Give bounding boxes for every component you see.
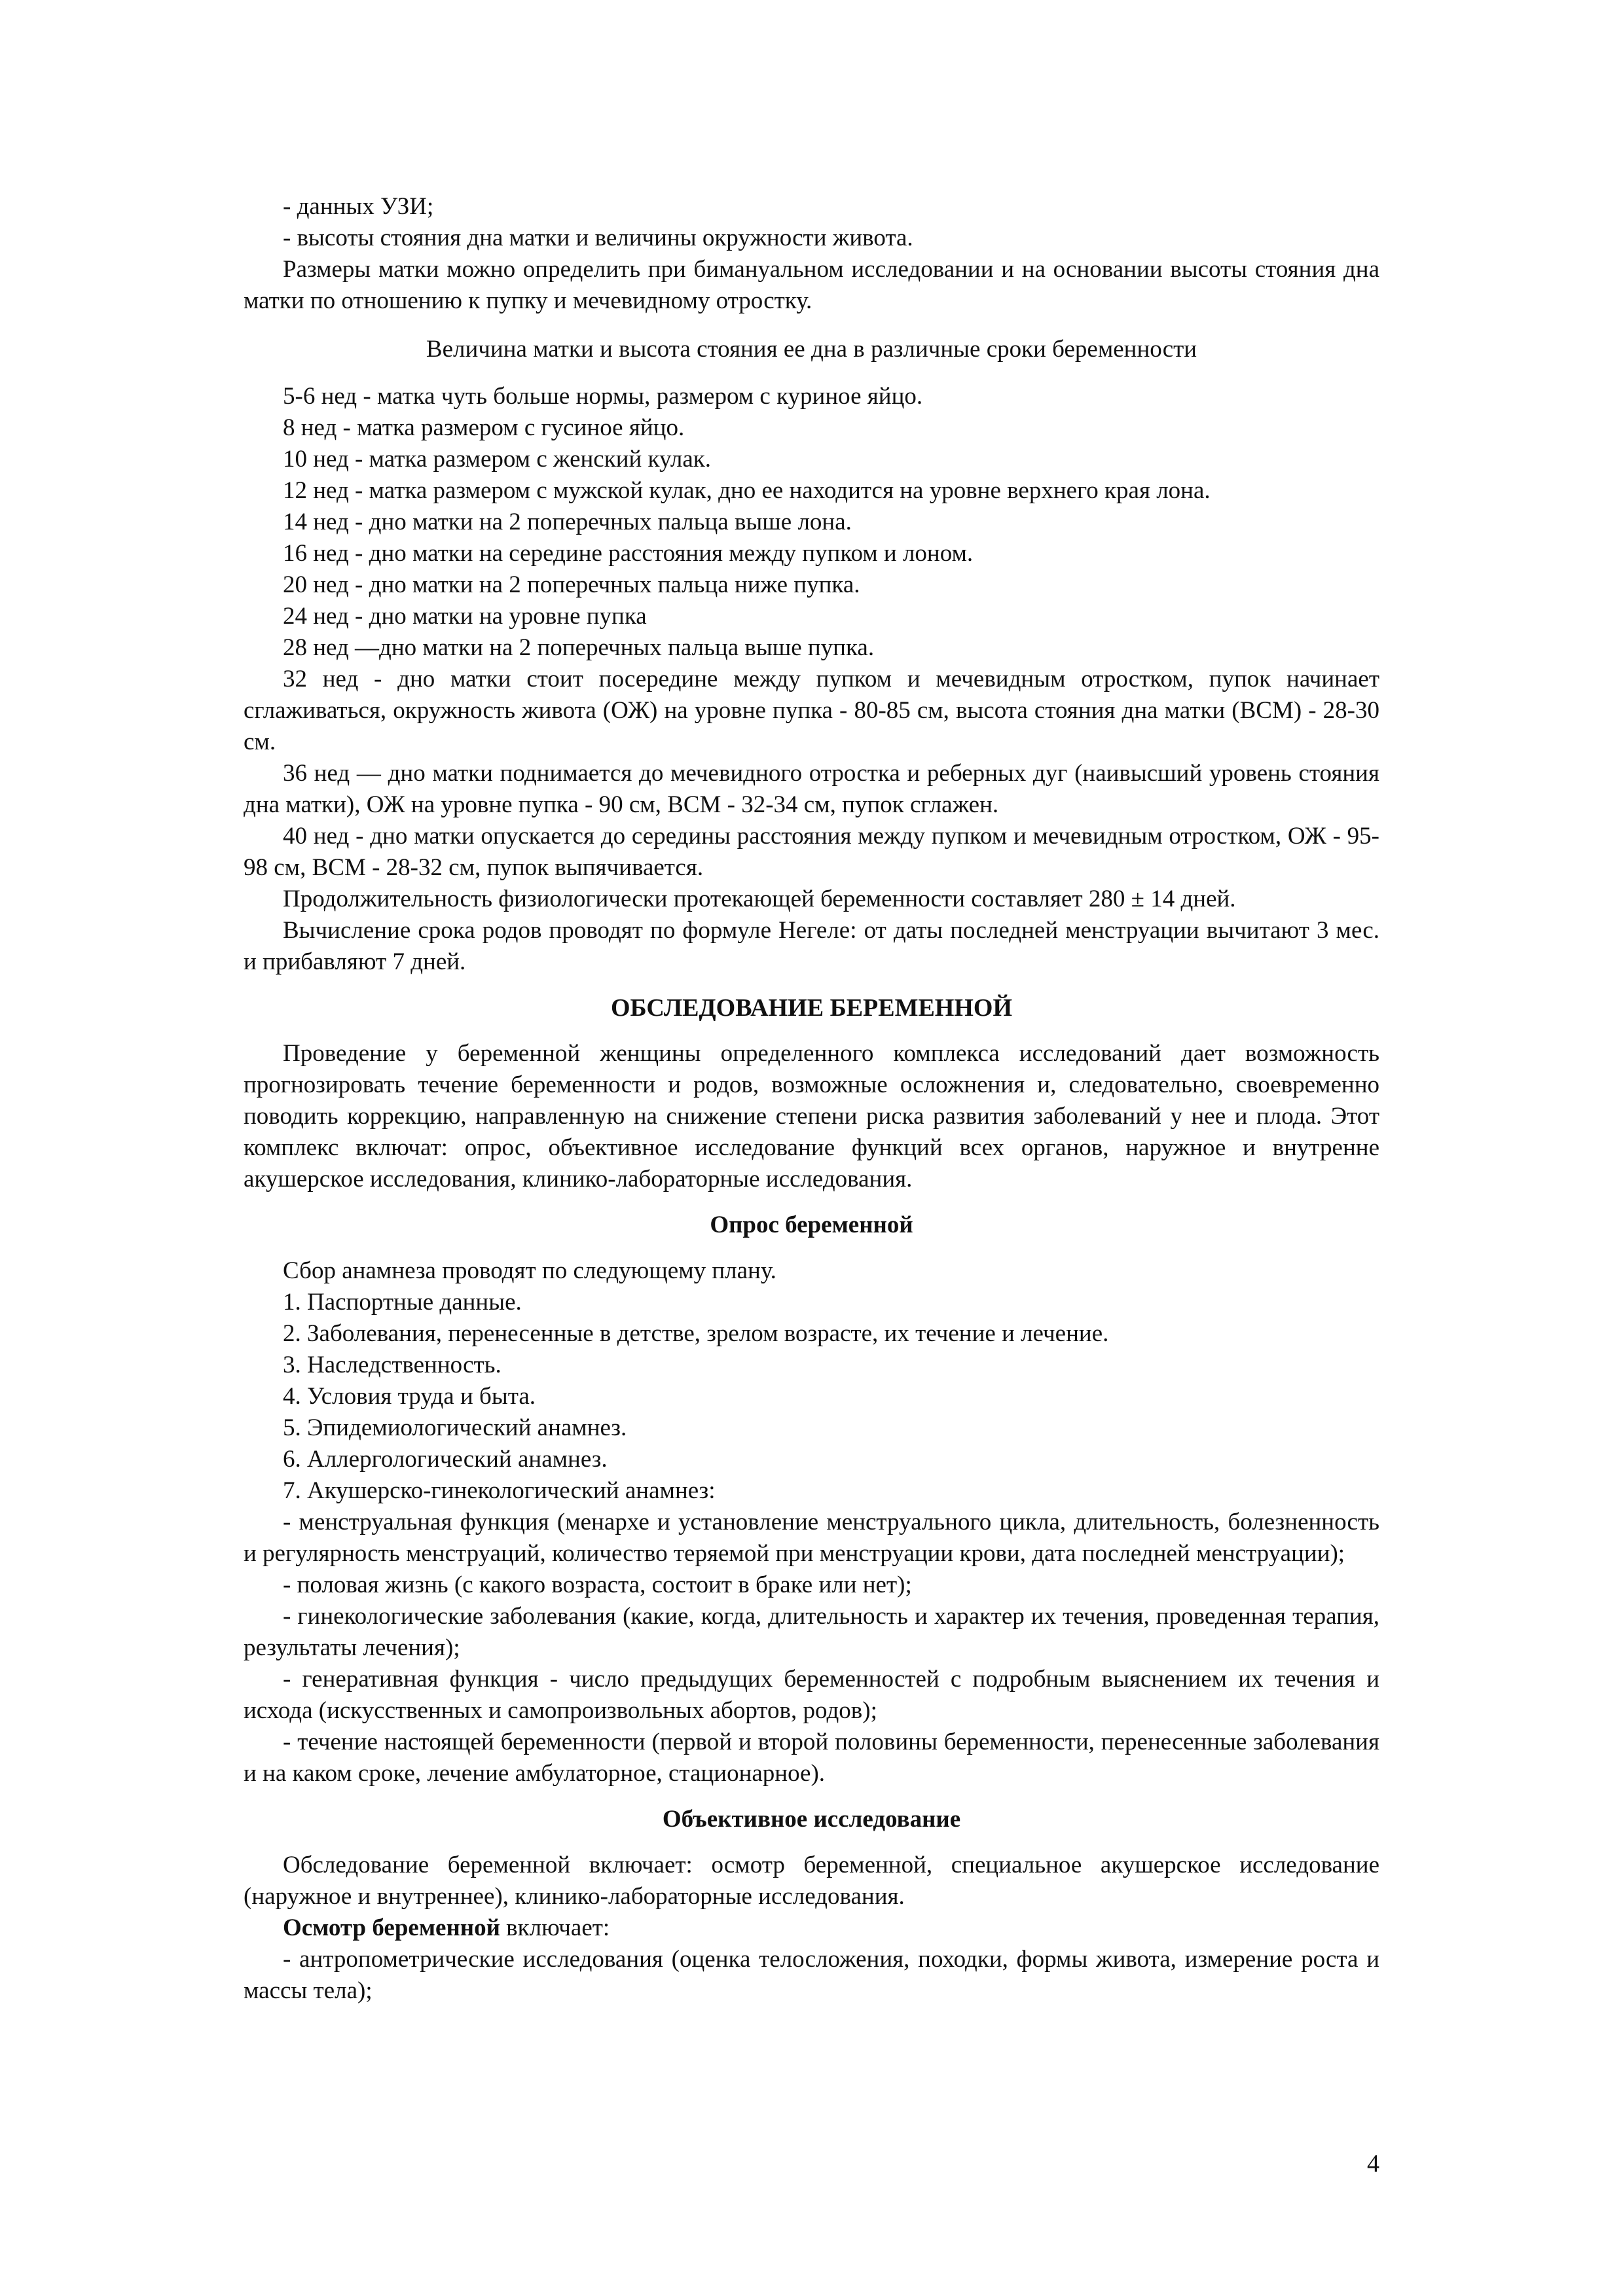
week-line: 24 нед - дно матки на уровне пупка [283, 603, 647, 630]
week-line: 8 нед - матка размером с гусиное яйцо. [283, 414, 685, 441]
list-item: 5. Эпидемиологический анамнез. [283, 1414, 627, 1441]
week-paragraph: 36 нед — дно матки поднимается до мечевидного отростка и реберных дуг (наивысший уровень стояния дна матки), ОЖ на уровне пупка - 90 см, ВСМ - 32-34 см, пупок сглажен. [244, 760, 1379, 818]
paragraph: Продолжительность физиологически протекающей беременности составляет 280 ± 14 дней. [283, 886, 1236, 912]
anamnesis-paragraph: - гинекологические заболевания (какие, когда, длительность и характер их течения, проведенная терапия, результаты лечения); [244, 1603, 1379, 1661]
bold-lead: Осмотр беременной [283, 1914, 500, 1941]
list-item: 4. Условия труда и быта. [283, 1383, 536, 1410]
table-caption: Величина матки и высота стояния ее дна в различные сроки беременности [426, 336, 1197, 363]
subsection-heading: Опрос беременной [710, 1211, 913, 1238]
subsection-heading: Объективное исследование [662, 1806, 961, 1833]
week-line: 10 нед - матка размером с женский кулак. [283, 446, 711, 473]
list-item: 1. Паспортные данные. [283, 1289, 522, 1316]
week-paragraph: 40 нед - дно матки опускается до середины расстояния между пупком и мечевидным отростком, ОЖ - 95-98 см, ВСМ - 28-32 см, пупок выпячивается. [244, 823, 1379, 881]
section-heading: ОБСЛЕДОВАНИЕ БЕРЕМЕННОЙ [610, 994, 1013, 1022]
week-line: 16 нед - дно матки на середине расстояния между пупком и лоном. [283, 540, 974, 567]
paragraph: Обследование беременной включает: осмотр беременной, специальное акушерское исследование (наружное и внутреннее), клинико-лабораторные исследования. [244, 1852, 1379, 1910]
list-item: 3. Наследственность. [283, 1352, 501, 1378]
list-item: Сбор анамнеза проводят по следующему плану. [283, 1257, 776, 1284]
paragraph-with-bold-lead [244, 1912, 1379, 1944]
paragraph: Проведение у беременной женщины определенного комплекса исследований дает возможность прогнозировать течение беременности и родов, возможные осложнения и, следовательно, своевременно поводить коррекцию, направленную на снижение степени риска развития заболеваний у нее и плода. Этот комплекс включат: опрос, объективное исследование функций всех органов, наружное и внутренне акушерское исследования, клинико-лабораторные исследования. [244, 1040, 1379, 1193]
anamnesis-paragraph: - генеративная функция - число предыдущих беременностей с подробным выяснением их течения и исхода (искусственных и самопроизвольных абортов, родов); [244, 1666, 1379, 1724]
anamnesis-paragraph: - половая жизнь (с какого возраста, состоит в браке или нет); [283, 1571, 912, 1598]
page-number: 4 [1367, 2150, 1379, 2178]
page-content [244, 191, 1379, 2007]
week-line: 28 нед —дно матки на 2 поперечных пальца выше пупка. [283, 634, 875, 661]
lead-rest: включает: [500, 1914, 610, 1941]
paragraph: - антропометрические исследования (оценка телосложения, походки, формы живота, измерение роста и массы тела); [244, 1946, 1379, 2004]
intro-item: - данных УЗИ; [283, 193, 434, 220]
week-line: 12 нед - матка размером с мужской кулак, дно ее находится на уровне верхнего края лона. [283, 477, 1211, 504]
paragraph: Размеры матки можно определить при бимануальном исследовании и на основании высоты стояния дна матки по отношению к пупку и мечевидному отростку. [244, 256, 1379, 314]
intro-item: - высоты стояния дна матки и величины окружности живота. [283, 224, 913, 251]
week-line: 5-6 нед - матка чуть больше нормы, размером с куриное яйцо. [283, 383, 923, 410]
paragraph: Вычисление срока родов проводят по формуле Негеле: от даты последней менструации вычитают 3 мес. и прибавляют 7 дней. [244, 917, 1379, 975]
week-line: 20 нед - дно матки на 2 поперечных пальца ниже пупка. [283, 571, 860, 598]
anamnesis-paragraph: - менструальная функция (менархе и установление менструального цикла, длительность, болезненность и регулярность менструаций, количество теряемой при менструации крови, дата последней менструации); [244, 1509, 1379, 1567]
list-item: 2. Заболевания, перенесенные в детстве, зрелом возрасте, их течение и лечение. [283, 1320, 1109, 1347]
list-item: 6. Аллергологический анамнез. [283, 1446, 608, 1473]
anamnesis-paragraph: - течение настоящей беременности (первой и второй половины беременности, перенесенные заболевания и на каком сроке, лечение амбулаторное, стационарное). [244, 1729, 1379, 1787]
list-item: 7. Акушерско-гинекологический анамнез: [283, 1477, 716, 1504]
week-line: 14 нед - дно матки на 2 поперечных пальца выше лона. [283, 509, 852, 535]
week-paragraph: 32 нед - дно матки стоит посередине между пупком и мечевидным отростком, пупок начинает сглаживаться, окружность живота (ОЖ) на уровне пупка - 80-85 см, высота стояния дна матки (ВСМ) - 28-30 см. [244, 666, 1379, 755]
